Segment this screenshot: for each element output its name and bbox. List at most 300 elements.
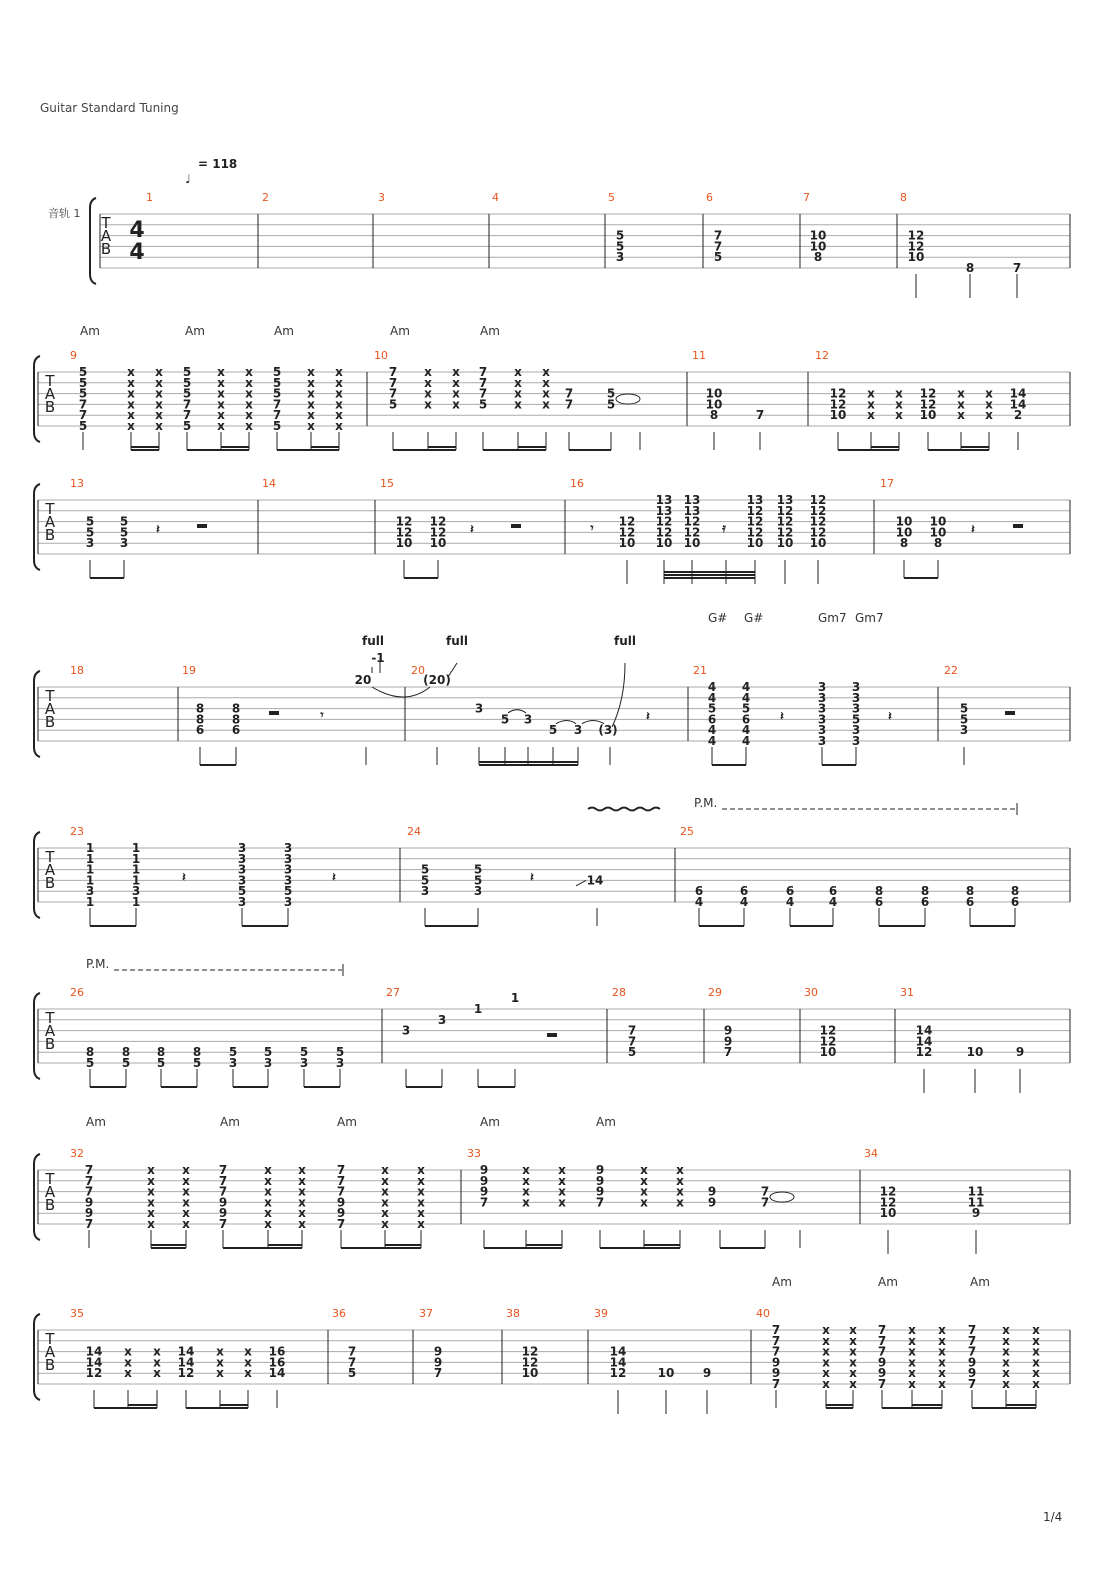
fret-number: x [908,1323,916,1337]
fret-number: 6 [231,723,241,738]
fret-number: (20) [423,673,451,687]
fret-number: 5 [182,386,192,401]
fret-number: 3 [119,536,129,551]
fret-number: x [640,1184,648,1199]
fret-number: 9 [877,1355,887,1370]
fret-number: x [307,419,315,433]
fret-number: 12 [809,525,827,540]
fret-number: 5 [78,365,88,379]
fret-number: 12 [907,239,925,254]
slide [576,880,586,885]
measure-number: 13 [70,477,84,490]
measure-number: 1 [146,191,153,204]
fret-number: 14 [85,1355,103,1370]
fret-number: 4 [707,690,717,705]
half-rest [269,711,279,715]
fret-number: x [245,408,253,423]
tie-symbol [616,394,640,404]
fret-number: -1 [371,651,385,665]
fret-number: x [298,1195,306,1210]
tab-clef-letter: T [45,1170,55,1188]
fret-number: x [676,1173,684,1188]
fret-number: 12 [809,514,827,529]
fret-number: 7 [760,1184,770,1199]
fret-number: x [849,1323,857,1337]
fret-number: x [542,397,550,412]
fret-number: x [822,1323,830,1337]
chord-name: Am [480,324,500,338]
fret-number: 3 [299,1056,309,1070]
fret-number: 4 [739,895,749,909]
fret-number: 7 [967,1323,977,1337]
fret-number: 5 [192,1056,202,1070]
fret-number: x [417,1184,425,1199]
fret-number: 12 [683,514,701,529]
measure-number: 33 [467,1147,481,1160]
fret-number: 5 [851,712,861,727]
fret-number: x [424,375,432,390]
fret-number: 12 [395,514,413,529]
system-bracket [34,1154,40,1240]
fret-number: x [127,419,135,433]
fret-number: x [264,1173,272,1188]
fret-number: x [381,1163,389,1177]
bend-arrow [448,663,457,677]
fret-number: 9 [771,1366,781,1381]
fret-number: 12 [879,1195,897,1210]
fret-number: 9 [433,1344,443,1359]
fret-number: x [985,408,993,423]
measure-number: 35 [70,1307,84,1320]
fret-number: 7 [771,1344,781,1359]
quarter-rest: 𝄽 [156,522,160,536]
fret-number: x [147,1195,155,1210]
fret-number: 5 [121,1056,131,1070]
fret-number: x [908,1333,916,1348]
measure-number: 9 [70,349,77,362]
fret-number: x [182,1184,190,1199]
fret-number: x [127,375,135,390]
fret-number: 3 [851,680,861,694]
fret-number: x [957,386,965,401]
measure-number: 6 [706,191,713,204]
fret-number: 5 [741,701,751,716]
fret-number: 13 [655,503,673,518]
tab-clef-letter: T [45,1009,55,1027]
fret-number: x [244,1366,252,1381]
fret-number: x [244,1344,252,1359]
fret-number: x [1002,1355,1010,1370]
fret-number: 5 [237,884,247,899]
fret-number: x [542,375,550,390]
fret-number: 6 [1010,895,1020,909]
fret-number: x [307,365,315,379]
fret-number: 11 [967,1195,985,1210]
fret-number: 1 [131,895,141,909]
fret-number: 10 [829,408,847,423]
fret-number: x [1032,1377,1040,1391]
fret-number: 3 [237,862,247,877]
fret-number: 3 [817,690,827,705]
fret-number: x [822,1366,830,1381]
fret-number: x [452,386,460,401]
fret-number: x [938,1323,946,1337]
fret-number: 9 [723,1023,733,1038]
fret-number: 12 [809,493,827,507]
fret-number: 10 [895,525,913,540]
fret-number: 12 [879,1184,897,1199]
fret-number: 12 [618,525,636,540]
fret-number: x [542,386,550,401]
measure-number: 38 [506,1307,520,1320]
tab-clef-letter: B [44,1196,56,1214]
fret-number: 10 [929,514,947,529]
fret-number: 10 [919,408,937,423]
fret-number: 7 [84,1184,94,1199]
fret-number: 7 [336,1173,346,1188]
fret-number: 9 [967,1366,977,1381]
measure-number: 10 [374,349,388,362]
fret-number: 8 [195,712,205,727]
bend-arrow [612,663,625,727]
fret-number: x [938,1344,946,1359]
fret-number: 3 [851,723,861,738]
tab-clef-letter: T [45,687,55,705]
fret-number: 6 [785,884,795,899]
fret-number: 9 [771,1355,781,1370]
fret-number: 7 [347,1355,357,1370]
fret-number: 7 [478,365,488,379]
measure-number: 7 [803,191,810,204]
fret-number: x [867,397,875,412]
fret-number: 12 [395,525,413,540]
measure-number: 3 [378,191,385,204]
tab-clef-letter: B [44,398,56,416]
fret-number: 10 [429,536,447,551]
measure-number: 15 [380,477,394,490]
fret-number: 7 [84,1217,94,1231]
fret-number: 4 [785,895,795,909]
fret-number: 3 [817,723,827,738]
fret-number: 7 [478,386,488,401]
fret-number: 9 [433,1355,443,1370]
measure-number: 30 [804,986,818,999]
fret-number: x [155,375,163,390]
tab-clef-letter: T [101,214,111,232]
fret-number: 10 [966,1045,984,1060]
fret-number: x [182,1195,190,1210]
fret-number: x [127,408,135,423]
measure-number: 8 [900,191,907,204]
chord-name: Am [337,1115,357,1129]
fret-number: 9 [877,1366,887,1381]
fret-number: 3 [283,862,293,877]
fret-number: x [957,397,965,412]
tab-clef-letter: B [44,1356,56,1374]
fret-number: x [558,1195,566,1210]
tab-clef-letter: T [45,1330,55,1348]
fret-number: 7 [84,1173,94,1188]
measure-number: 11 [692,349,706,362]
quarter-rest: 𝄽 [182,870,186,884]
fret-number: 6 [741,712,751,727]
fret-number: x [424,365,432,379]
fret-number: 3 [851,690,861,705]
fret-number: x [182,1163,190,1177]
tie-symbol [770,1192,794,1202]
fret-number: x [147,1217,155,1231]
fret-number: 9 [84,1195,94,1210]
fret-number: x [147,1173,155,1188]
fret-number: x [522,1184,530,1199]
fret-number: 7 [877,1323,887,1337]
eighth-rest: 𝄾 [320,708,324,722]
fret-number: 5 [119,514,129,529]
fret-number: 12 [919,386,937,401]
chord-name: Am [185,324,205,338]
fret-number: x [147,1163,155,1177]
fret-number: x [417,1206,425,1221]
measure-number: 19 [182,664,196,677]
fret-number: x [908,1366,916,1381]
fret-number: x [452,375,460,390]
fret-number: 3 [959,723,969,738]
chord-name: Am [480,1115,500,1129]
fret-number: 3 [615,250,625,265]
fret-number: x [381,1184,389,1199]
fret-number: x [216,1366,224,1381]
tab-clef-letter: A [44,1183,56,1201]
fret-number: 3 [85,884,95,899]
time-signature-bottom: 4 [129,240,145,265]
fret-number: x [155,365,163,379]
measure-number: 18 [70,664,84,677]
fret-number: x [558,1173,566,1188]
fret-number: 12 [746,514,764,529]
fret-number: x [155,408,163,423]
measure-number: 14 [262,477,276,490]
fret-number: 14 [915,1034,933,1049]
fret-number: 12 [829,386,847,401]
fret-number: x [217,397,225,412]
fret-number: 10 [907,250,925,265]
fret-number: x [245,419,253,433]
fret-number: x [417,1173,425,1188]
fret-number: x [522,1163,530,1177]
fret-number: x [217,419,225,433]
fret-number: x [245,375,253,390]
fret-number: 3 [237,873,247,888]
fret-number: x [124,1366,132,1381]
fret-number: 13 [683,503,701,518]
fret-number: 8 [899,536,909,551]
fret-number: 1 [131,841,141,855]
fret-number: 14 [1009,397,1027,412]
fret-number: x [1032,1323,1040,1337]
fret-number: x [298,1184,306,1199]
fret-number: 3 [283,851,293,866]
fret-number: 5 [420,873,430,888]
fret-number: 10 [895,514,913,529]
fret-number: 1 [131,862,141,877]
fret-number: 14 [85,1344,103,1359]
fret-number: x [153,1344,161,1359]
fret-number: 3 [283,895,293,909]
fret-number: x [849,1333,857,1348]
fret-number: 9 [218,1195,228,1210]
fret-number: 1 [473,1002,483,1016]
fret-number: 12 [521,1344,539,1359]
fret-number: x [514,365,522,379]
fret-number: x [640,1195,648,1210]
system-bracket [34,993,40,1079]
fret-number: x [514,397,522,412]
tab-clef-letter: A [44,1343,56,1361]
fret-number: 8 [933,536,943,551]
fret-number: 4 [707,680,717,694]
quarter-rest: 𝄽 [470,522,474,536]
fret-number: x [381,1206,389,1221]
fret-number: x [895,408,903,423]
fret-number: 10 [705,386,723,401]
fret-number: 10 [705,397,723,412]
quarter-rest: 𝄽 [530,870,534,884]
fret-number: 13 [655,493,673,507]
fret-number: 7 [877,1377,887,1391]
fret-number: x [155,397,163,412]
measure-number: 5 [608,191,615,204]
fret-number: 10 [521,1366,539,1381]
fret-number: 1 [85,873,95,888]
fret-number: 4 [741,690,751,705]
fret-number: 9 [707,1195,717,1210]
fret-number: x [182,1206,190,1221]
fret-number: 4 [828,895,838,909]
fret-number: 7 [218,1163,228,1177]
fret-number: x [264,1163,272,1177]
fret-number: x [1002,1333,1010,1348]
fret-number: x [307,408,315,423]
fret-number: 6 [874,895,884,909]
fret-number: 16 [268,1344,286,1359]
fret-number: x [153,1366,161,1381]
fret-number: 10 [809,239,827,254]
fret-number: x [264,1206,272,1221]
fret-number: x [938,1366,946,1381]
fret-number: 9 [595,1184,605,1199]
fret-number: x [127,386,135,401]
fret-number: 3 [817,701,827,716]
fret-number: x [938,1355,946,1370]
fret-number: 14 [177,1344,195,1359]
fret-number: 12 [746,503,764,518]
fret-number: 5 [85,1056,95,1070]
fret-number: 12 [429,514,447,529]
tab-clef-letter: A [44,700,56,718]
fret-number: 8 [231,712,241,727]
fret-number: x [867,408,875,423]
fret-number: 6 [694,884,704,899]
fret-number: 9 [218,1206,228,1221]
fret-number: 7 [877,1333,887,1348]
fret-number: 8 [965,261,975,275]
fret-number: x [124,1344,132,1359]
fret-number: 5 [78,375,88,390]
fret-number: x [1002,1366,1010,1381]
fret-number: 12 [776,525,794,540]
fret-number: 12 [683,525,701,540]
fret-number: x [264,1195,272,1210]
measure-number: 22 [944,664,958,677]
fret-number: 5 [182,419,192,433]
fret-number: 7 [755,408,765,423]
fret-number: x [417,1195,425,1210]
fret-number: x [307,397,315,412]
fret-number: 5 [182,375,192,390]
fret-number: 3 [473,884,483,899]
fret-number: 3 [420,884,430,899]
fret-number: 6 [965,895,975,909]
tab-clef-letter: A [44,1022,56,1040]
fret-number: x [424,397,432,412]
tab-clef-letter: B [44,526,56,544]
fret-number: 10 [819,1045,837,1060]
measure-number: 39 [594,1307,608,1320]
fret-number: 5 [78,419,88,433]
fret-number: 9 [707,1184,717,1199]
fret-number: 7 [182,408,192,423]
fret-number: 12 [609,1366,627,1381]
fret-number: 12 [429,525,447,540]
fret-number: 13 [683,493,701,507]
fret-number: 7 [478,375,488,390]
fret-number: 5 [388,397,398,412]
fret-number: 5 [606,386,616,401]
fret-number: 10 [809,536,827,551]
fret-number: x [558,1163,566,1177]
vibrato-icon [588,808,660,811]
fret-number: 8 [85,1045,95,1060]
fret-number: x [298,1217,306,1231]
fret-number: x [182,1217,190,1231]
fret-number: 8 [231,701,241,716]
fret-number: 7 [771,1377,781,1391]
fret-number: 3 [335,1056,345,1070]
half-rest [511,524,521,528]
fret-number: 12 [85,1366,103,1381]
page-number: 1/4 [1043,1510,1063,1524]
fret-number: 9 [971,1206,981,1221]
fret-number: 9 [723,1034,733,1049]
tab-clef-letter: T [45,372,55,390]
measure-number: 21 [693,664,707,677]
fret-number: 7 [388,365,398,379]
fret-number: 5 [548,723,558,738]
fret-number: 7 [967,1377,977,1391]
fret-number: x [676,1184,684,1199]
fret-number: x [676,1163,684,1177]
fret-number: 7 [336,1217,346,1231]
tempo-value: = 118 [198,157,238,171]
fret-number: 6 [707,712,717,727]
fret-number: 9 [595,1163,605,1177]
fret-number: 6 [828,884,838,899]
fret-number: 7 [564,397,574,412]
chord-name: Am [86,1115,106,1129]
fret-number: x [985,397,993,412]
fret-number: 14 [1009,386,1027,401]
chord-name: Am [878,1275,898,1289]
